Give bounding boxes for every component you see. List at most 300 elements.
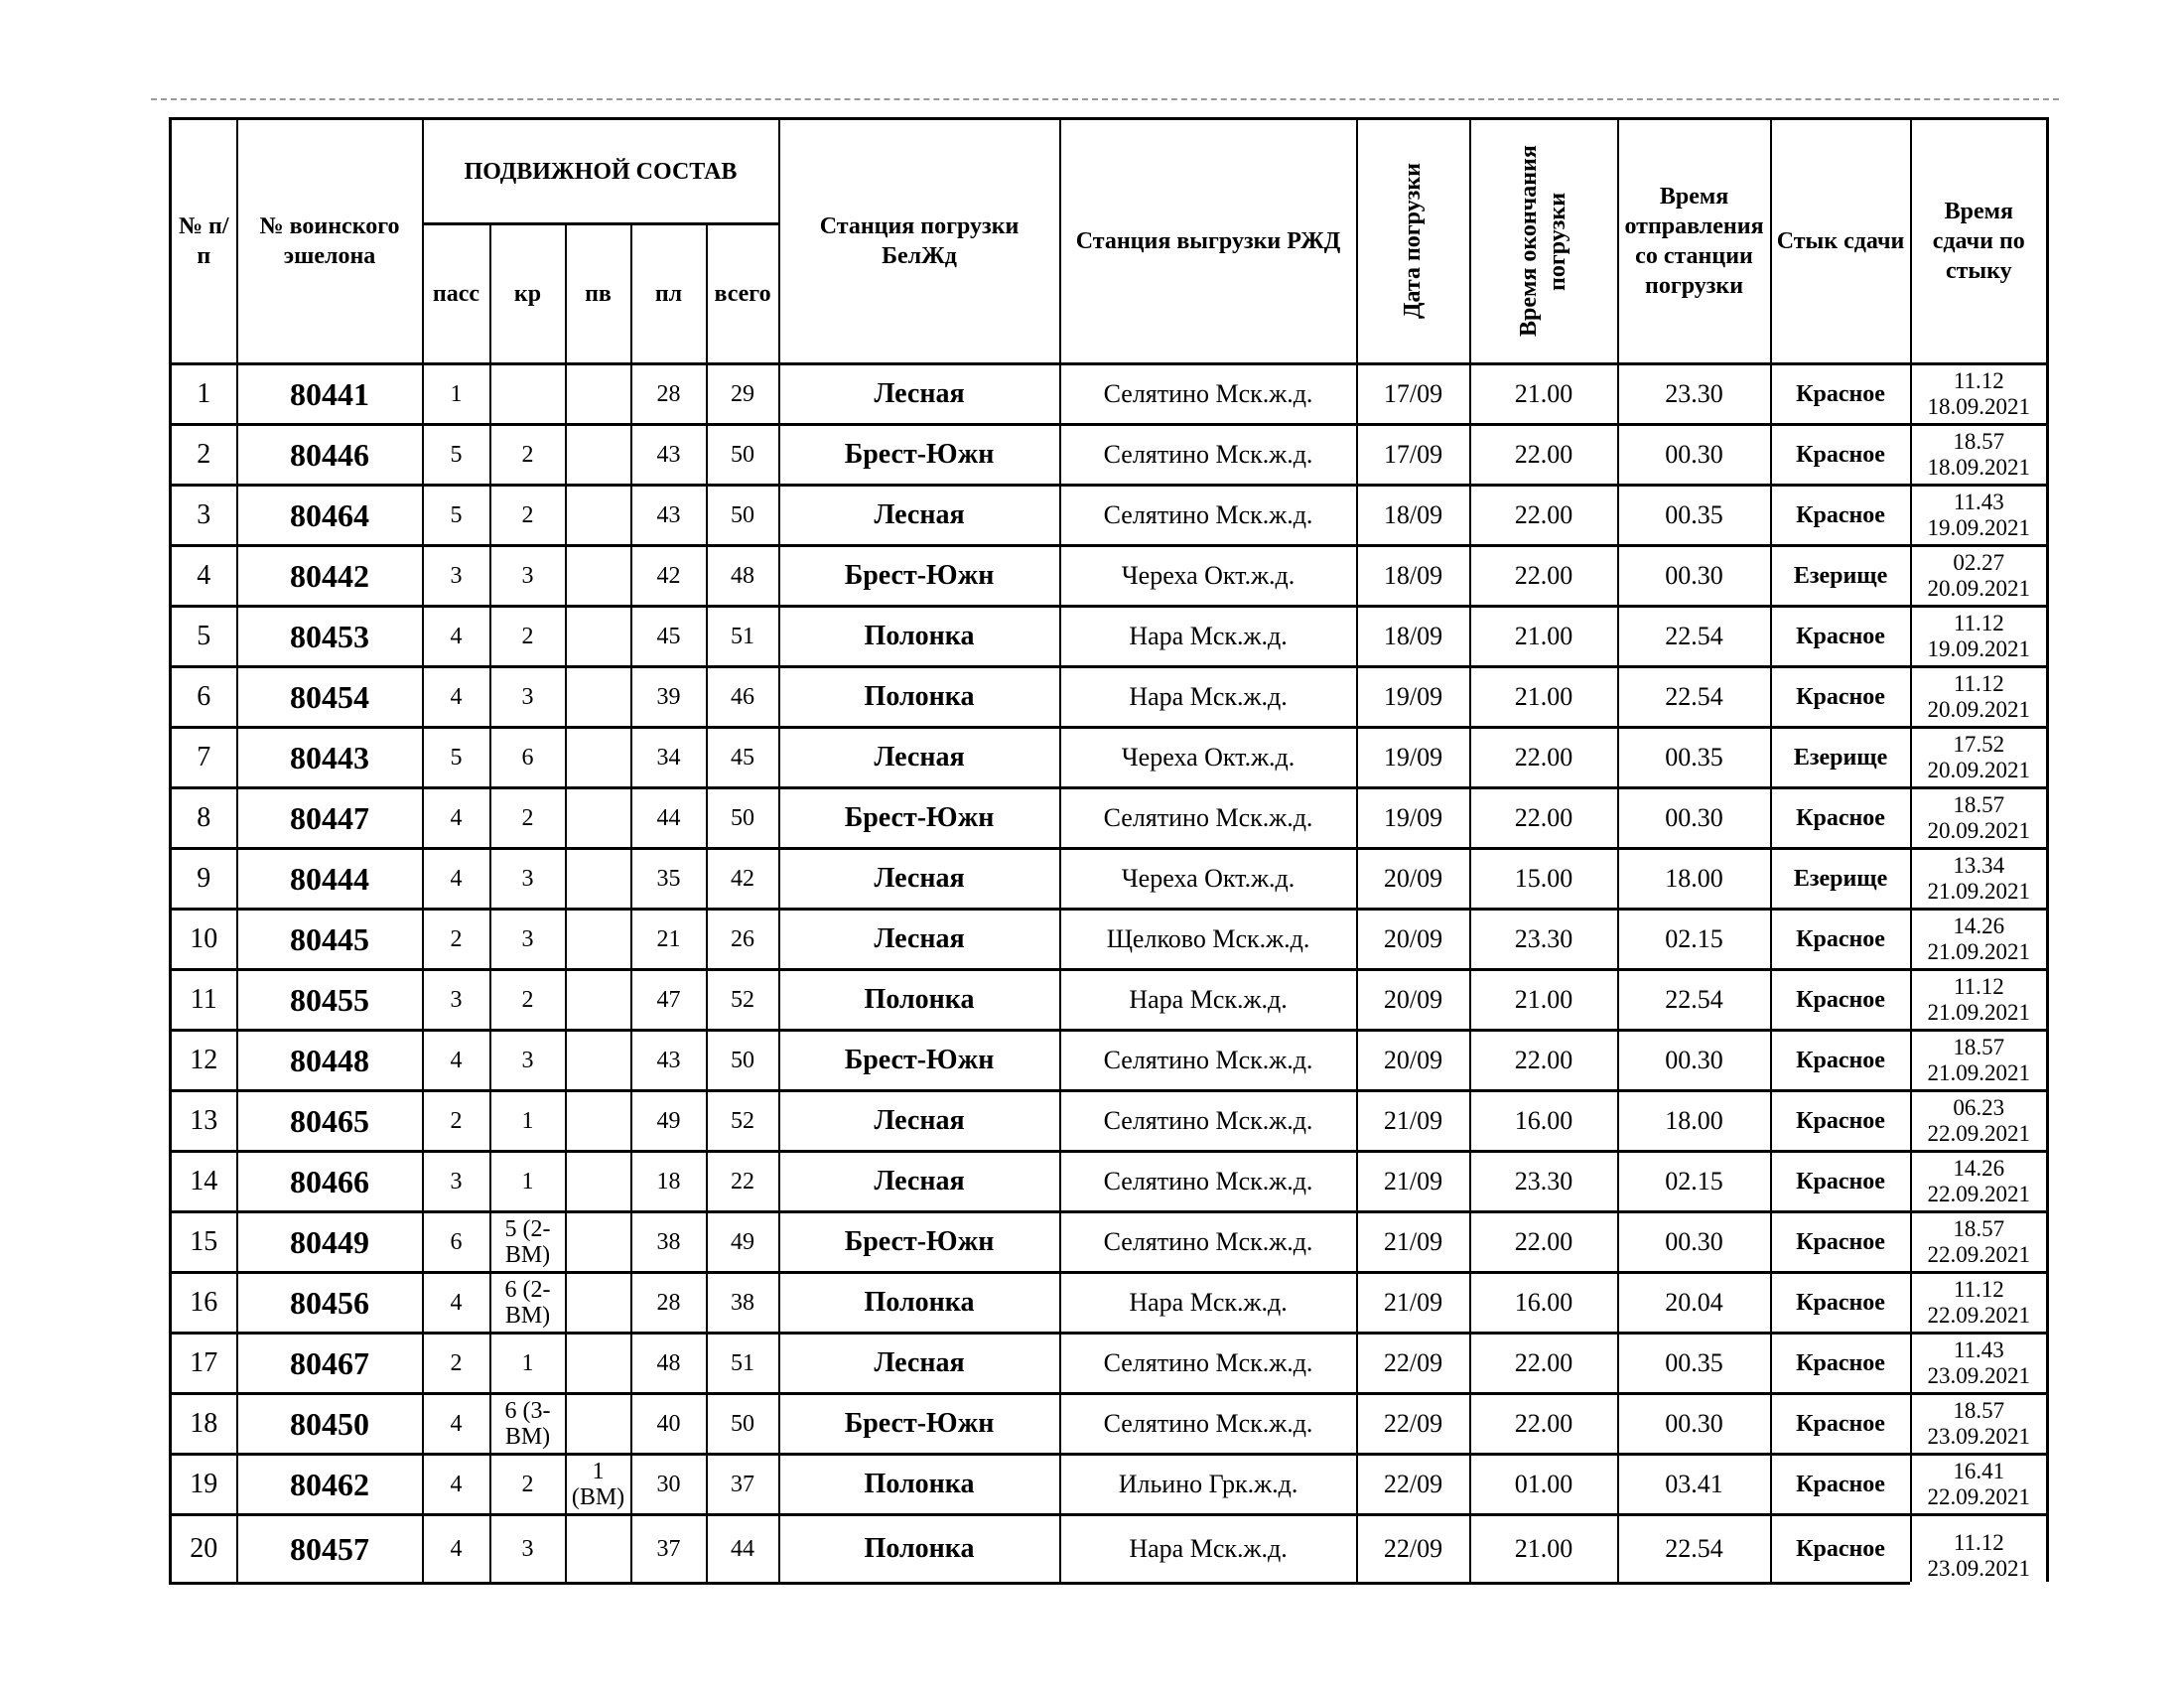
cell-echelon-number: 80465	[237, 1091, 423, 1152]
cell-covered-cars: 2	[490, 788, 566, 849]
cell-platform-cars: 42	[631, 546, 707, 607]
table-row	[171, 607, 2048, 667]
cell-load-date: 21/09	[1357, 1212, 1470, 1273]
cell-platform-cars: 43	[631, 425, 707, 486]
cell-gondola-cars	[566, 425, 631, 486]
cell-load-end-time: 22.00	[1470, 788, 1618, 849]
cell-junction: Красное	[1771, 1212, 1911, 1273]
cell-gondola-cars	[566, 728, 631, 788]
cell-depart-time: 00.30	[1618, 788, 1771, 849]
junction-date-value: 22.09.2021	[1927, 1182, 2031, 1206]
cell-platform-cars: 35	[631, 849, 707, 910]
junction-date-value: 20.09.2021	[1927, 758, 2031, 782]
cell-load-end-time: 21.00	[1470, 364, 1618, 425]
cell-row-number: 9	[171, 849, 237, 910]
cell-load-station: Полонка	[779, 1515, 1060, 1584]
table-row	[171, 1515, 2048, 1584]
cell-total-cars: 50	[707, 788, 779, 849]
cell-junction-time	[1911, 486, 2048, 546]
cell-depart-time: 22.54	[1618, 607, 1771, 667]
cell-row-number: 16	[171, 1273, 237, 1334]
cell-junction-time	[1911, 728, 2048, 788]
cell-total-cars: 26	[707, 910, 779, 970]
cell-junction-time	[1911, 1334, 2048, 1394]
table-row	[171, 1394, 2048, 1455]
cell-junction: Езерище	[1771, 849, 1911, 910]
cell-total-cars: 38	[707, 1273, 779, 1334]
junction-time-value: 11.12	[1953, 1277, 2004, 1303]
cell-load-end-time: 22.00	[1470, 486, 1618, 546]
cell-unload-station: Селятино Мск.ж.д.	[1060, 1031, 1357, 1091]
cell-pass-cars: 4	[423, 607, 490, 667]
cell-row-number: 4	[171, 546, 237, 607]
header-load-date	[1357, 119, 1470, 364]
cell-junction: Красное	[1771, 486, 1911, 546]
cell-load-station: Брест-Южн	[779, 1031, 1060, 1091]
cell-junction: Красное	[1771, 788, 1911, 849]
cell-load-station: Лесная	[779, 728, 1060, 788]
cell-platform-cars: 43	[631, 1031, 707, 1091]
cell-platform-cars: 45	[631, 607, 707, 667]
table-row	[171, 1273, 2048, 1334]
cell-load-end-time: 22.00	[1470, 1394, 1618, 1455]
table-row	[171, 849, 2048, 910]
junction-time-value: 11.12	[1953, 671, 2004, 697]
junction-time-value: 18.57	[1953, 429, 2005, 455]
cell-covered-cars: 2	[490, 486, 566, 546]
cell-echelon-number: 80456	[237, 1273, 423, 1334]
cell-depart-time: 00.35	[1618, 728, 1771, 788]
table-row	[171, 546, 2048, 607]
header-platform-cars: пл	[631, 224, 707, 364]
cell-junction: Красное	[1771, 910, 1911, 970]
cell-junction: Красное	[1771, 1394, 1911, 1455]
cell-covered-cars: 1	[490, 1152, 566, 1212]
junction-date-value: 20.09.2021	[1927, 576, 2031, 601]
cell-depart-time: 03.41	[1618, 1455, 1771, 1515]
cell-junction: Красное	[1771, 1273, 1911, 1334]
cell-total-cars: 42	[707, 849, 779, 910]
junction-date-value: 22.09.2021	[1927, 1484, 2031, 1509]
cell-platform-cars: 40	[631, 1394, 707, 1455]
table-row	[171, 1334, 2048, 1394]
cell-row-number: 14	[171, 1152, 237, 1212]
cell-load-date: 20/09	[1357, 970, 1470, 1031]
cell-depart-time: 00.30	[1618, 1031, 1771, 1091]
cell-platform-cars: 43	[631, 486, 707, 546]
cell-load-end-time: 16.00	[1470, 1091, 1618, 1152]
cell-unload-station: Селятино Мск.ж.д.	[1060, 425, 1357, 486]
junction-date-value: 22.09.2021	[1927, 1242, 2031, 1267]
junction-date-value: 20.09.2021	[1927, 697, 2031, 722]
cell-junction-time	[1911, 607, 2048, 667]
cell-junction-time	[1911, 546, 2048, 607]
header-load-end-time	[1470, 119, 1618, 364]
junction-time-value: 11.12	[1953, 974, 2004, 1000]
cell-load-station: Полонка	[779, 667, 1060, 728]
cell-load-station: Полонка	[779, 607, 1060, 667]
cell-row-number: 19	[171, 1455, 237, 1515]
junction-time-value: 11.43	[1953, 490, 2004, 515]
cell-load-end-time: 21.00	[1470, 970, 1618, 1031]
cell-covered-cars: 3	[490, 849, 566, 910]
junction-date-value: 22.09.2021	[1927, 1303, 2031, 1328]
junction-date-value: 23.09.2021	[1927, 1555, 2031, 1581]
cell-row-number: 7	[171, 728, 237, 788]
cell-row-number: 13	[171, 1091, 237, 1152]
cell-covered-cars: 2	[490, 1455, 566, 1515]
cell-echelon-number: 80462	[237, 1455, 423, 1515]
cell-pass-cars: 4	[423, 788, 490, 849]
cell-pass-cars: 4	[423, 1394, 490, 1455]
cell-load-station: Брест-Южн	[779, 1212, 1060, 1273]
cell-junction-time	[1911, 1455, 2048, 1515]
cell-total-cars: 52	[707, 1091, 779, 1152]
table-row	[171, 728, 2048, 788]
cell-total-cars: 45	[707, 728, 779, 788]
cell-pass-cars: 4	[423, 1455, 490, 1515]
cell-echelon-number: 80454	[237, 667, 423, 728]
cell-unload-station: Череха Окт.ж.д.	[1060, 728, 1357, 788]
cell-load-end-time: 21.00	[1470, 1515, 1618, 1584]
header-gondola-cars: пв	[566, 224, 631, 364]
cell-gondola-cars	[566, 667, 631, 728]
cell-covered-cars: 6 (3-ВМ)	[490, 1394, 566, 1455]
cell-platform-cars: 21	[631, 910, 707, 970]
junction-time-value: 11.43	[1953, 1337, 2004, 1363]
cell-total-cars: 50	[707, 1394, 779, 1455]
cell-load-date: 20/09	[1357, 1031, 1470, 1091]
cell-junction-time	[1911, 1212, 2048, 1273]
cell-gondola-cars	[566, 910, 631, 970]
cell-depart-time: 00.30	[1618, 1394, 1771, 1455]
cell-pass-cars: 4	[423, 667, 490, 728]
cell-platform-cars: 28	[631, 1273, 707, 1334]
cell-load-station: Лесная	[779, 1091, 1060, 1152]
cell-junction: Красное	[1771, 607, 1911, 667]
cell-covered-cars: 3	[490, 546, 566, 607]
cell-unload-station: Селятино Мск.ж.д.	[1060, 788, 1357, 849]
cell-covered-cars: 2	[490, 970, 566, 1031]
cell-load-station: Брест-Южн	[779, 546, 1060, 607]
table-header	[171, 119, 2048, 364]
cell-row-number: 11	[171, 970, 237, 1031]
cell-depart-time: 18.00	[1618, 849, 1771, 910]
cell-total-cars: 48	[707, 546, 779, 607]
cell-total-cars: 51	[707, 1334, 779, 1394]
cell-depart-time: 23.30	[1618, 364, 1771, 425]
cell-pass-cars: 3	[423, 970, 490, 1031]
cell-pass-cars: 2	[423, 910, 490, 970]
table-row	[171, 788, 2048, 849]
cell-gondola-cars	[566, 1091, 631, 1152]
cell-unload-station: Нара Мск.ж.д.	[1060, 970, 1357, 1031]
junction-time-value: 11.12	[1953, 368, 2004, 394]
cell-unload-station: Селятино Мск.ж.д.	[1060, 1091, 1357, 1152]
cell-load-date: 22/09	[1357, 1455, 1470, 1515]
table-body	[171, 364, 2048, 1584]
cell-pass-cars: 5	[423, 425, 490, 486]
cell-total-cars: 50	[707, 486, 779, 546]
cell-load-end-time: 21.00	[1470, 667, 1618, 728]
junction-date-value: 18.09.2021	[1927, 394, 2031, 419]
cell-load-station: Лесная	[779, 1152, 1060, 1212]
cell-junction: Красное	[1771, 1152, 1911, 1212]
cell-load-date: 19/09	[1357, 788, 1470, 849]
cell-unload-station: Селятино Мск.ж.д.	[1060, 1334, 1357, 1394]
cell-row-number: 6	[171, 667, 237, 728]
cell-total-cars: 50	[707, 425, 779, 486]
cell-row-number: 15	[171, 1212, 237, 1273]
cell-row-number: 8	[171, 788, 237, 849]
cell-load-date: 19/09	[1357, 667, 1470, 728]
cell-depart-time: 20.04	[1618, 1273, 1771, 1334]
cell-load-station: Полонка	[779, 1273, 1060, 1334]
cell-gondola-cars	[566, 1394, 631, 1455]
cell-junction: Красное	[1771, 425, 1911, 486]
cell-gondola-cars	[566, 364, 631, 425]
cell-covered-cars	[490, 364, 566, 425]
header-total-cars: всего	[707, 224, 779, 364]
cell-load-date: 20/09	[1357, 849, 1470, 910]
cell-gondola-cars	[566, 546, 631, 607]
cell-platform-cars: 48	[631, 1334, 707, 1394]
cell-load-end-time: 15.00	[1470, 849, 1618, 910]
header-junction: Стык сдачи	[1771, 119, 1911, 364]
cell-depart-time: 22.54	[1618, 667, 1771, 728]
cell-pass-cars: 5	[423, 728, 490, 788]
cell-covered-cars: 1	[490, 1334, 566, 1394]
cell-junction-time	[1911, 1152, 2048, 1212]
cell-junction-time	[1911, 667, 2048, 728]
cell-gondola-cars	[566, 1515, 631, 1584]
cell-total-cars: 52	[707, 970, 779, 1031]
cell-load-station: Полонка	[779, 1455, 1060, 1515]
cell-depart-time: 00.30	[1618, 546, 1771, 607]
cell-junction-time	[1911, 788, 2048, 849]
cell-junction: Красное	[1771, 1334, 1911, 1394]
cell-pass-cars: 3	[423, 546, 490, 607]
cell-unload-station: Череха Окт.ж.д.	[1060, 849, 1357, 910]
junction-time-value: 13.34	[1953, 853, 2005, 879]
cell-pass-cars: 2	[423, 1334, 490, 1394]
cell-load-end-time: 21.00	[1470, 607, 1618, 667]
cell-load-end-time: 23.30	[1470, 1152, 1618, 1212]
cell-load-station: Лесная	[779, 364, 1060, 425]
cell-load-date: 20/09	[1357, 910, 1470, 970]
cell-pass-cars: 6	[423, 1212, 490, 1273]
junction-date-value: 19.09.2021	[1927, 636, 2031, 661]
cell-echelon-number: 80444	[237, 849, 423, 910]
cell-gondola-cars	[566, 970, 631, 1031]
cell-gondola-cars	[566, 849, 631, 910]
junction-time-value: 14.26	[1953, 914, 2005, 939]
cell-platform-cars: 30	[631, 1455, 707, 1515]
cell-load-date: 21/09	[1357, 1273, 1470, 1334]
cell-row-number: 5	[171, 607, 237, 667]
cell-load-station: Лесная	[779, 849, 1060, 910]
header-row-number: № п/п	[171, 119, 237, 364]
cell-depart-time: 02.15	[1618, 1152, 1771, 1212]
cell-row-number: 3	[171, 486, 237, 546]
cell-pass-cars: 4	[423, 849, 490, 910]
header-covered-cars: кр	[490, 224, 566, 364]
cell-depart-time: 00.30	[1618, 1212, 1771, 1273]
junction-time-value: 11.12	[1953, 611, 2004, 636]
cell-depart-time: 18.00	[1618, 1091, 1771, 1152]
table-row	[171, 1212, 2048, 1273]
cell-load-station: Брест-Южн	[779, 1394, 1060, 1455]
table-row	[171, 425, 2048, 486]
cell-load-end-time: 22.00	[1470, 425, 1618, 486]
header-load-date-label: Дата погрузки	[1400, 163, 1427, 320]
table-row	[171, 486, 2048, 546]
cell-depart-time: 22.54	[1618, 970, 1771, 1031]
table-row	[171, 970, 2048, 1031]
cell-covered-cars: 2	[490, 607, 566, 667]
junction-time-value: 14.26	[1953, 1156, 2005, 1182]
table-row	[171, 1091, 2048, 1152]
cell-junction-time	[1911, 849, 2048, 910]
cell-load-end-time: 22.00	[1470, 1031, 1618, 1091]
cell-junction: Красное	[1771, 1455, 1911, 1515]
cell-total-cars: 46	[707, 667, 779, 728]
cell-load-station: Лесная	[779, 486, 1060, 546]
cell-depart-time: 00.35	[1618, 486, 1771, 546]
cell-load-end-time: 22.00	[1470, 1212, 1618, 1273]
cell-covered-cars: 1	[490, 1091, 566, 1152]
cell-load-date: 17/09	[1357, 364, 1470, 425]
cell-load-end-time: 22.00	[1470, 546, 1618, 607]
cell-covered-cars: 3	[490, 1031, 566, 1091]
cell-gondola-cars	[566, 1212, 631, 1273]
junction-date-value: 23.09.2021	[1927, 1363, 2031, 1388]
cell-echelon-number: 80443	[237, 728, 423, 788]
cell-load-station: Лесная	[779, 1334, 1060, 1394]
cell-platform-cars: 18	[631, 1152, 707, 1212]
junction-date-value: 20.09.2021	[1927, 818, 2031, 843]
cell-unload-station: Ильино Грк.ж.д.	[1060, 1455, 1357, 1515]
cell-junction: Езерище	[1771, 728, 1911, 788]
table-row	[171, 1152, 2048, 1212]
junction-date-value: 21.09.2021	[1927, 1060, 2031, 1085]
cell-unload-station: Селятино Мск.ж.д.	[1060, 1212, 1357, 1273]
cell-echelon-number: 80455	[237, 970, 423, 1031]
cell-unload-station: Щелково Мск.ж.д.	[1060, 910, 1357, 970]
cell-load-date: 19/09	[1357, 728, 1470, 788]
header-depart-time: Время отправления со станции погрузки	[1618, 119, 1771, 364]
cell-total-cars: 50	[707, 1031, 779, 1091]
cell-echelon-number: 80467	[237, 1334, 423, 1394]
cell-junction-time	[1911, 1031, 2048, 1091]
cell-unload-station: Селятино Мск.ж.д.	[1060, 1394, 1357, 1455]
cell-total-cars: 37	[707, 1455, 779, 1515]
header-load-station: Станция погрузки БелЖд	[779, 119, 1060, 364]
cell-junction-time	[1911, 1273, 2048, 1334]
cell-platform-cars: 39	[631, 667, 707, 728]
junction-date-value: 21.09.2021	[1927, 879, 2031, 904]
cell-gondola-cars: 1 (ВМ)	[566, 1455, 631, 1515]
cell-load-date: 21/09	[1357, 1091, 1470, 1152]
cell-pass-cars: 5	[423, 486, 490, 546]
cell-load-date: 17/09	[1357, 425, 1470, 486]
cell-load-date: 18/09	[1357, 607, 1470, 667]
cell-junction-time	[1911, 910, 2048, 970]
cell-row-number: 2	[171, 425, 237, 486]
header-junction-time: Время сдачи по стыку	[1911, 119, 2048, 364]
page-break-dashed-line	[151, 98, 2059, 100]
cell-platform-cars: 49	[631, 1091, 707, 1152]
table-row	[171, 1031, 2048, 1091]
cell-load-date: 18/09	[1357, 546, 1470, 607]
junction-time-value: 18.57	[1953, 1216, 2005, 1242]
cell-unload-station: Нара Мск.ж.д.	[1060, 1515, 1357, 1584]
cell-depart-time: 00.30	[1618, 425, 1771, 486]
cell-junction: Красное	[1771, 1515, 1911, 1584]
cell-echelon-number: 80450	[237, 1394, 423, 1455]
cell-junction-time	[1911, 425, 2048, 486]
cell-gondola-cars	[566, 1152, 631, 1212]
header-pass-cars: пасс	[423, 224, 490, 364]
cell-gondola-cars	[566, 607, 631, 667]
cell-load-station: Брест-Южн	[779, 788, 1060, 849]
junction-time-value: 06.23	[1953, 1095, 2005, 1121]
cell-load-station: Полонка	[779, 970, 1060, 1031]
cell-pass-cars: 1	[423, 364, 490, 425]
junction-time-value: 16.41	[1953, 1459, 2005, 1484]
cell-gondola-cars	[566, 1273, 631, 1334]
cell-junction-time	[1911, 970, 2048, 1031]
cell-pass-cars: 4	[423, 1031, 490, 1091]
junction-time-value: 17.52	[1953, 732, 2005, 758]
cell-platform-cars: 47	[631, 970, 707, 1031]
cell-pass-cars: 2	[423, 1091, 490, 1152]
cell-echelon-number: 80466	[237, 1152, 423, 1212]
cell-load-station: Брест-Южн	[779, 425, 1060, 486]
cell-unload-station: Селятино Мск.ж.д.	[1060, 364, 1357, 425]
junction-time-value: 11.12	[1953, 1530, 2004, 1555]
cell-junction: Красное	[1771, 364, 1911, 425]
cell-load-date: 22/09	[1357, 1334, 1470, 1394]
cell-unload-station: Селятино Мск.ж.д.	[1060, 1152, 1357, 1212]
cell-row-number: 12	[171, 1031, 237, 1091]
cell-row-number: 20	[171, 1515, 237, 1584]
cell-platform-cars: 34	[631, 728, 707, 788]
cell-row-number: 17	[171, 1334, 237, 1394]
junction-date-value: 21.09.2021	[1927, 1000, 2031, 1025]
junction-date-value: 18.09.2021	[1927, 455, 2031, 480]
cell-junction: Езерище	[1771, 546, 1911, 607]
cell-load-end-time: 22.00	[1470, 1334, 1618, 1394]
cell-echelon-number: 80457	[237, 1515, 423, 1584]
cell-covered-cars: 5 (2-ВМ)	[490, 1212, 566, 1273]
junction-date-value: 22.09.2021	[1927, 1121, 2031, 1146]
cell-covered-cars: 6 (2-ВМ)	[490, 1273, 566, 1334]
cell-junction-time	[1911, 1515, 2048, 1584]
cell-echelon-number: 80449	[237, 1212, 423, 1273]
cell-load-date: 22/09	[1357, 1394, 1470, 1455]
cell-load-end-time: 16.00	[1470, 1273, 1618, 1334]
cell-gondola-cars	[566, 1031, 631, 1091]
junction-time-value: 18.57	[1953, 792, 2005, 818]
table-row	[171, 1455, 2048, 1515]
cell-unload-station: Селятино Мск.ж.д.	[1060, 486, 1357, 546]
header-row-top	[171, 119, 2048, 224]
cell-unload-station: Нара Мск.ж.д.	[1060, 607, 1357, 667]
junction-time-value: 18.57	[1953, 1398, 2005, 1424]
cell-platform-cars: 37	[631, 1515, 707, 1584]
cell-echelon-number: 80453	[237, 607, 423, 667]
